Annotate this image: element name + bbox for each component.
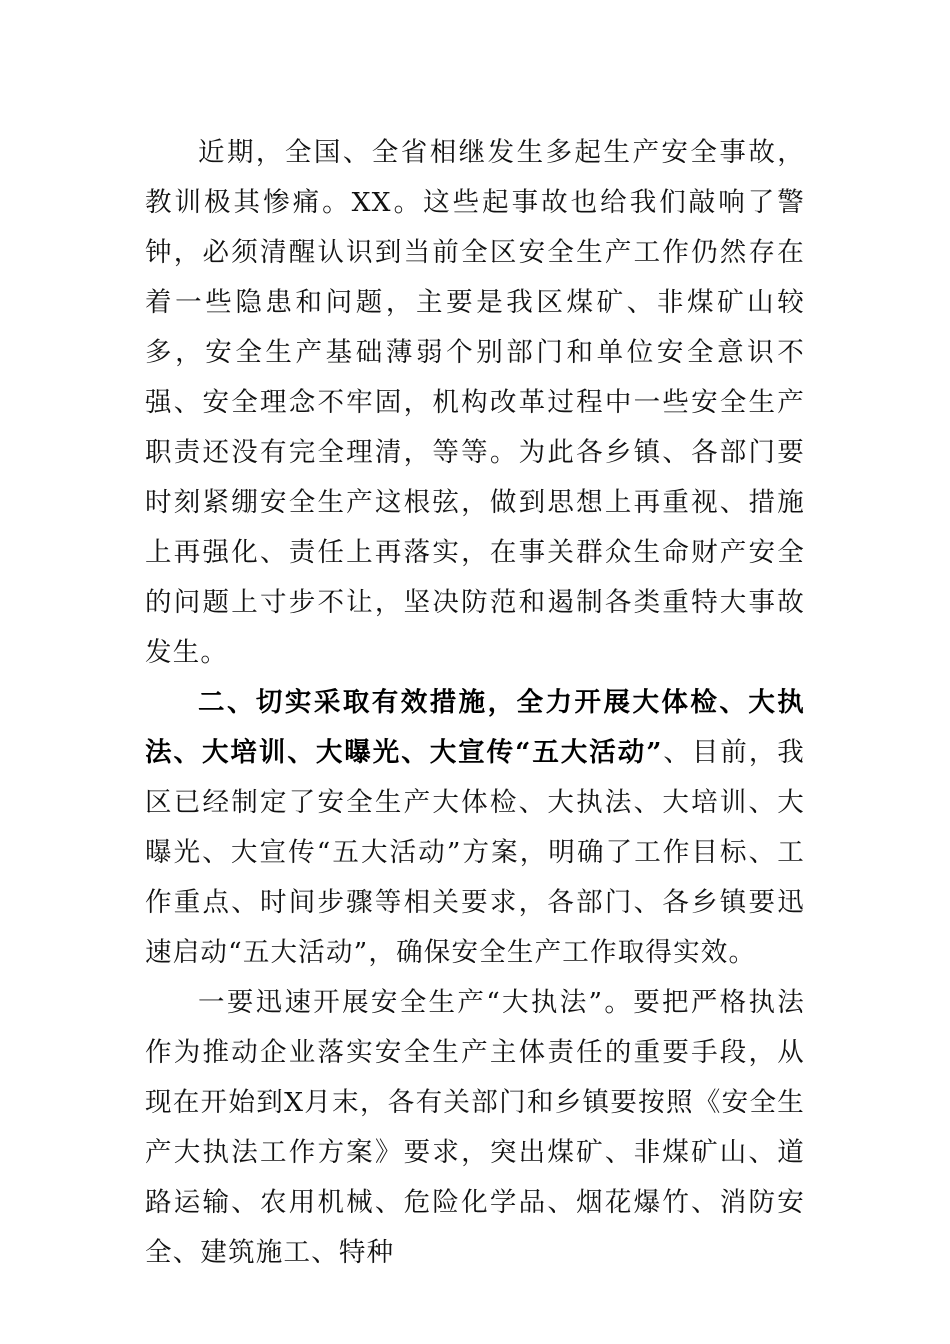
document-body xyxy=(145,128,805,1278)
paragraph-safety-accidents: 近期，全国、全省相继发生多起生产安全事故，教训极其惨痛。XX。这些起事故也给我们敲响了警钟，必须清醒认识到当前全区安全生产工作仍然存在着一些隐患和问题，主要是我区煤矿、非煤矿山较多，安全生产基础薄弱个别部门和单位安全意识不强、安全理念不牢固，机构改革过程中一些安全生产职责还没有完全理清，等等。为此各乡镇、各部门要时刻紧绷安全生产这根弦，做到思想上再重视、措施上再强化、责任上再落实，在事关群众生命财产安全的问题上寸步不让，坚决防范和遏制各类重特大事故发生。 xyxy=(145,137,805,668)
paragraph-five-activities xyxy=(145,678,805,978)
paragraph-law-enforcement: 一要迅速开展安全生产“大执法”。要把严格执法作为推动企业落实安全生产主体责任的重要手段，从现在开始到X月末，各有关部门和乡镇要按照《安全生产大执法工作方案》要求，突出煤矿、非煤矿山、道路运输、农用机械、危险化学品、烟花爆竹、消防安全、建筑施工、特种 xyxy=(145,987,805,1268)
section-heading: 二、切实采取有效措施，全力开展大体检、大执法、大培训、大曝光、大宣传“五大活动” xyxy=(145,687,805,768)
section-body: 、目前，我区已经制定了安全生产大体检、大执法、大培训、大曝光、大宣传“五大活动”方案，明确了工作目标、工作重点、时间步骤等相关要求，各部门、各乡镇要迅速启动“五大活动”，确保安全生产工作取得实效。 xyxy=(145,737,805,968)
